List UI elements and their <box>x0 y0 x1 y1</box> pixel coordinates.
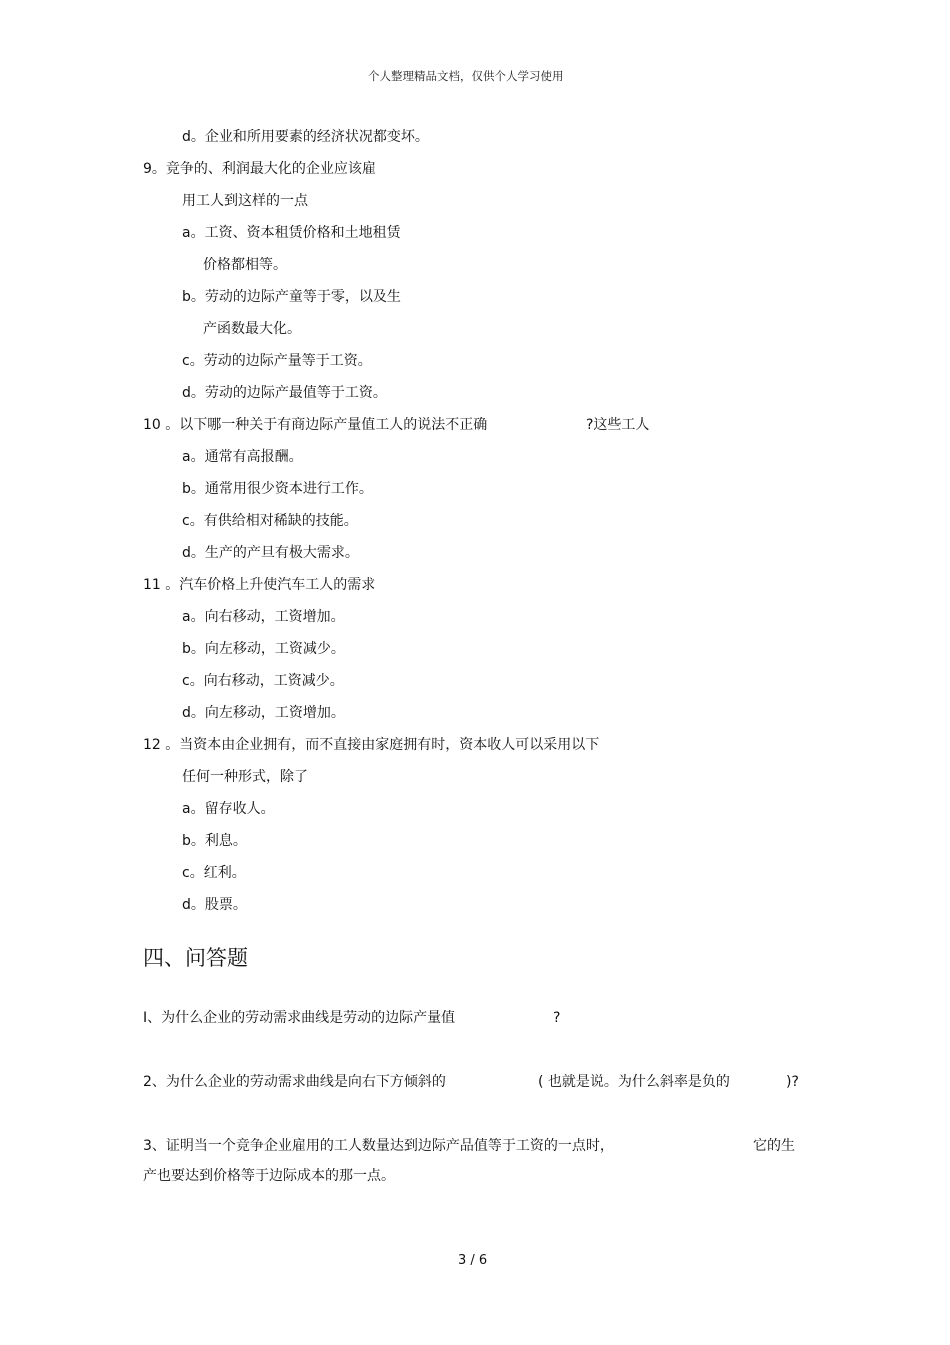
essay-question-2-tail: )? <box>786 1074 799 1090</box>
essay-question-1-tail: ? <box>553 1010 561 1026</box>
q11-option-a: a。向右移动，工资增加。 <box>182 609 345 625</box>
q11-option-d: d。向左移动，工资增加。 <box>182 705 345 721</box>
q11-stem: 11 。汽车价格上升使汽车工人的需求 <box>143 577 376 593</box>
q9-option-b-cont: 产函数最大化。 <box>203 321 301 337</box>
q10-option-b: b。通常用很少资本进行工作。 <box>182 481 373 497</box>
q11-option-c: c。向右移动，工资减少。 <box>182 673 344 689</box>
q9-stem: 9。竞争的、利润最大化的企业应该雇 <box>143 161 376 177</box>
q12-stem: 12 。当资本由企业拥有，而不直接由家庭拥有时，资本收人可以采用以下 <box>143 737 600 753</box>
q8-option-d: d。企业和所用要素的经济状况都变坏。 <box>182 129 429 145</box>
q10-stem: 10 。以下哪一种关于有商边际产量值工人的说法不正确 <box>143 417 488 433</box>
q9-option-b: b。劳动的边际产童等于零，以及生 <box>182 289 401 305</box>
q12-option-a: a。留存收人。 <box>182 801 275 817</box>
q12-stem-cont: 任何一种形式，除了 <box>182 769 308 785</box>
q9-option-a-cont: 价格都相等。 <box>203 257 287 273</box>
page-header: 个人整理精品文档，仅供个人学习使用 <box>368 69 564 83</box>
q12-option-c: c。红利。 <box>182 865 246 881</box>
essay-question-3: 3、证明当一个竞争企业雇用的工人数量达到边际产品值等于工资的一点时， <box>143 1138 614 1154</box>
page-number: 3 / 6 <box>458 1253 488 1268</box>
q10-stem-tail: ?这些工人 <box>586 417 650 433</box>
q10-option-c: c。有供给相对稀缺的技能。 <box>182 513 358 529</box>
q10-option-d: d。生产的产旦有极大需求。 <box>182 545 359 561</box>
essay-question-2: 2、为什么企业的劳动需求曲线是向右下方倾斜的 <box>143 1074 446 1090</box>
essay-question-1: I、为什么企业的劳动需求曲线是劳动的边际产量值 <box>143 1010 456 1026</box>
q9-option-a: a。工资、资本租赁价格和土地租赁 <box>182 225 401 241</box>
q10-option-a: a。通常有高报酬。 <box>182 449 303 465</box>
essay-question-2-mid: ( 也就是说。为什么斜率是负的 <box>538 1074 730 1090</box>
essay-question-3-cont: 产也要达到价格等于边际成本的那一点。 <box>143 1168 395 1184</box>
section-title: 四、问答题 <box>143 946 248 970</box>
q9-stem-cont: 用工人到这样的一点 <box>182 193 308 209</box>
essay-question-3-tail: 它的生 <box>753 1138 795 1154</box>
q12-option-d: d。股票。 <box>182 897 247 913</box>
q9-option-d: d。劳动的边际产最值等于工资。 <box>182 385 387 401</box>
q9-option-c: c。劳动的边际产量等于工资。 <box>182 353 372 369</box>
q11-option-b: b。向左移动，工资减少。 <box>182 641 345 657</box>
q12-option-b: b。利息。 <box>182 833 247 849</box>
